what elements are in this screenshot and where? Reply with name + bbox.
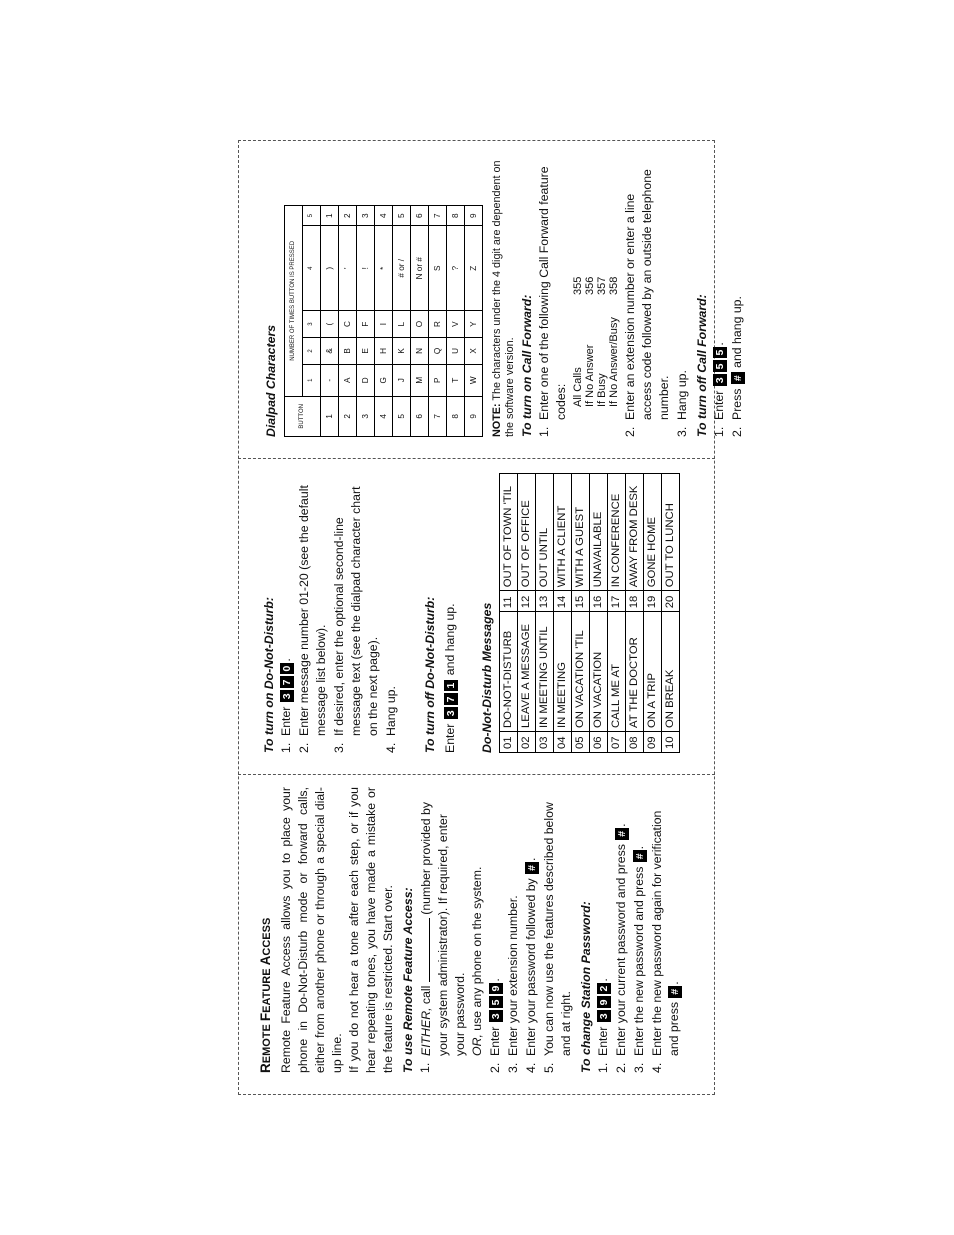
- list-item: 2. Enter 359.: [488, 978, 502, 1073]
- key-3: 3: [280, 690, 294, 702]
- table-row: [662, 474, 680, 753]
- character-cell: Z: [465, 226, 483, 311]
- key-pound: #: [615, 828, 629, 840]
- col-header-press: 4: [303, 226, 321, 311]
- character-cell: Q: [429, 338, 447, 365]
- list-item: 4. Enter your password followed by #.: [524, 857, 538, 1073]
- panel-do-not-disturb: [238, 459, 715, 775]
- message-text: ON VACATION 'TIL: [572, 612, 590, 732]
- button-number: 3: [357, 396, 375, 436]
- character-cell: I: [375, 311, 393, 338]
- character-cell: &: [321, 338, 339, 365]
- button-number: 2: [339, 396, 357, 436]
- message-text: GONE HOME: [644, 474, 662, 591]
- dialpad-heading: Dialpad Characters: [264, 324, 278, 437]
- key-2: 2: [597, 983, 611, 995]
- character-cell: M: [411, 364, 429, 396]
- character-cell: P: [429, 364, 447, 396]
- message-text: WITH A CLIENT: [554, 474, 572, 591]
- dialpad-characters-table: [284, 205, 483, 437]
- button-number: 4: [375, 396, 393, 436]
- character-cell: U: [447, 338, 465, 365]
- change-password-steps: [595, 787, 683, 1073]
- list-item: 2. Enter message number 01-20 (see the default message list below).: [297, 485, 328, 753]
- col-header-press: 5: [303, 206, 321, 226]
- rotated-content: [238, 140, 744, 1095]
- table-row: [590, 474, 608, 753]
- message-text: OUT UNTIL: [536, 474, 554, 591]
- table-row: [429, 206, 447, 437]
- character-cell: J: [393, 364, 411, 396]
- message-text: LEAVE A MESSAGE: [518, 612, 536, 732]
- code-label: If No Answer: [584, 344, 596, 407]
- warning-paragraph: If you do not hear a tone after each step, or if you hear repeating tones, you have made a mistake or the feature is restricted. Start over.: [347, 787, 395, 1073]
- list-item: 3. If desired, enter the optional second-line message text (see the dialpad character chart on the next page).: [332, 486, 380, 753]
- key-5: 5: [713, 361, 727, 373]
- message-text: DO-NOT-DISTURB: [500, 612, 518, 732]
- character-cell: D: [357, 364, 375, 396]
- message-number: 12: [518, 591, 536, 612]
- message-number: 11: [500, 591, 518, 612]
- character-cell: H: [375, 338, 393, 365]
- list-item: 1. Enter 355.: [712, 342, 726, 437]
- key-1: 1: [444, 680, 458, 692]
- list-item: 3. Hang up.: [675, 370, 689, 437]
- table-row: [411, 206, 429, 437]
- character-cell: L: [393, 311, 411, 338]
- message-text: IN MEETING: [554, 612, 572, 732]
- dnd-on-heading: To turn on Do-Not-Disturb:: [262, 597, 276, 753]
- character-cell: T: [447, 364, 465, 396]
- key-3: 3: [489, 1010, 503, 1022]
- col-header-press: 3: [303, 311, 321, 338]
- character-cell: F: [357, 311, 375, 338]
- code-label: All Calls: [572, 367, 584, 407]
- table-row: [608, 474, 626, 753]
- message-text: AT THE DOCTOR: [626, 612, 644, 732]
- message-text: OUT OF TOWN 'TIL: [500, 474, 518, 591]
- key-9: 9: [489, 983, 503, 995]
- character-cell: *: [375, 226, 393, 311]
- character-cell: 1: [321, 206, 339, 226]
- key-5: 5: [489, 997, 503, 1009]
- character-cell: R: [429, 311, 447, 338]
- message-number: 20: [662, 591, 680, 612]
- message-text: ON A TRIP: [644, 612, 662, 732]
- character-cell: E: [357, 338, 375, 365]
- table-row: [465, 206, 483, 437]
- character-cell: 2: [339, 206, 357, 226]
- use-rfa-heading: To use Remote Feature Access:: [401, 887, 415, 1073]
- cf-on-steps: [536, 153, 570, 437]
- pocket-card: [238, 140, 744, 1095]
- message-text: IN MEETING UNTIL: [536, 612, 554, 732]
- cf-on-heading: To turn on Call Forward:: [520, 294, 534, 437]
- key-pound: #: [633, 850, 647, 862]
- table-row: [357, 206, 375, 437]
- character-cell: Y: [465, 311, 483, 338]
- col-header-press: 1: [303, 364, 321, 396]
- table-row: [321, 206, 339, 437]
- message-number: 14: [554, 591, 572, 612]
- code-value: 357: [596, 276, 608, 295]
- character-cell: O: [411, 311, 429, 338]
- message-number: 05: [572, 732, 590, 753]
- code-value: 355: [572, 276, 584, 295]
- key-7: 7: [280, 677, 294, 689]
- change-password-heading: To change Station Password:: [579, 901, 593, 1073]
- key-3: 3: [597, 1010, 611, 1022]
- table-row: [572, 474, 590, 753]
- dnd-off-instruction: Enter 371 and hang up.: [443, 603, 457, 753]
- message-text: OUT OF OFFICE: [518, 474, 536, 591]
- message-number: 03: [536, 732, 554, 753]
- character-cell: !: [357, 226, 375, 311]
- character-cell: 5: [393, 206, 411, 226]
- list-item: 4. Enter the new password again for verification and press #.: [650, 810, 681, 1073]
- panel-remote-feature-access: [238, 775, 715, 1095]
- character-cell: G: [375, 364, 393, 396]
- button-number: 9: [465, 396, 483, 436]
- message-number: 04: [554, 732, 572, 753]
- list-item: 2. Enter an extension number or enter a line access code followed by an outside telephone number.: [623, 169, 671, 437]
- character-cell: -: [321, 364, 339, 396]
- list-item: 4. Hang up.: [384, 686, 398, 753]
- table-row: [554, 474, 572, 753]
- message-text: ON BREAK: [662, 612, 680, 732]
- character-cell: N or #: [411, 226, 429, 311]
- list-item: 1. Enter one of the following Call Forward feature codes:: [537, 166, 568, 437]
- key-0: 0: [280, 663, 294, 675]
- code-label: If Busy: [596, 373, 608, 407]
- code-label: If No Answer/Busy: [608, 317, 620, 407]
- col-header-button: BUTTON: [285, 396, 321, 436]
- list-item: 3. Enter your extension number.: [506, 895, 520, 1073]
- section-title: REMOTE FEATURE ACCESS: [258, 917, 273, 1073]
- table-row: [626, 474, 644, 753]
- list-item: 5. You can now use the features described below and at right.: [542, 802, 573, 1073]
- message-text: AWAY FROM DESK: [626, 474, 644, 591]
- key-pound: #: [525, 862, 539, 874]
- number-blank: [417, 918, 430, 982]
- list-item: 2. Enter your current password and press #.: [614, 823, 628, 1073]
- key-7: 7: [444, 694, 458, 706]
- character-cell: N: [411, 338, 429, 365]
- message-text: UNAVAILABLE: [590, 474, 608, 591]
- table-row: [393, 206, 411, 437]
- character-cell: K: [393, 338, 411, 365]
- table-row: [644, 474, 662, 753]
- character-cell: 3: [357, 206, 375, 226]
- button-number: 8: [447, 396, 465, 436]
- character-cell: 6: [411, 206, 429, 226]
- dnd-messages-heading: Do-Not-Disturb Messages: [480, 602, 494, 753]
- character-cell: W: [465, 364, 483, 396]
- intro-paragraph: Remote Feature Access allows you to place your phone in Do-Not-Disturb mode or forward calls, either from another phone or through a special dial-up line.: [279, 787, 344, 1073]
- call-forward-codes: [572, 153, 620, 407]
- use-rfa-steps: [417, 787, 575, 1073]
- message-number: 13: [536, 591, 554, 612]
- cf-on-steps-cont: [622, 153, 691, 437]
- key-3: 3: [444, 707, 458, 719]
- character-cell: ?: [447, 226, 465, 311]
- message-number: 10: [662, 732, 680, 753]
- key-pound: #: [731, 372, 745, 384]
- key-9: 9: [597, 997, 611, 1009]
- character-cell: ': [339, 226, 357, 311]
- table-row: [339, 206, 357, 437]
- message-number: 17: [608, 591, 626, 612]
- character-cell: 8: [447, 206, 465, 226]
- message-number: 07: [608, 732, 626, 753]
- list-item: 1. Enter 392.: [596, 978, 610, 1073]
- table-row: [500, 474, 518, 753]
- message-number: 16: [590, 591, 608, 612]
- character-cell: 9: [465, 206, 483, 226]
- col-header-times: NUMBER OF TIMES BUTTON IS PRESSED: [285, 206, 303, 397]
- col-header-press: 2: [303, 338, 321, 365]
- character-cell: B: [339, 338, 357, 365]
- message-text: CALL ME AT: [608, 612, 626, 732]
- list-item: 1. Enter 370.: [279, 658, 293, 753]
- message-number: 02: [518, 732, 536, 753]
- character-cell: S: [429, 226, 447, 311]
- character-cell: ): [321, 226, 339, 311]
- key-5: 5: [713, 347, 727, 359]
- message-number: 08: [626, 732, 644, 753]
- note: NOTE: The characters under the 4 digit are dependent on the software version.: [491, 160, 516, 437]
- character-cell: V: [447, 311, 465, 338]
- character-cell: 7: [429, 206, 447, 226]
- code-value: 358: [608, 276, 620, 295]
- table-row: [375, 206, 393, 437]
- message-number: 15: [572, 591, 590, 612]
- cf-off-steps: [711, 153, 746, 437]
- character-cell: # or /: [393, 226, 411, 311]
- message-number: 09: [644, 732, 662, 753]
- dnd-messages-table: [499, 473, 680, 753]
- key-3: 3: [713, 374, 727, 386]
- list-item: 1. EITHER, call (number provided by your system administrator). If required, enter your password. OR, use any phone on the system.: [418, 801, 484, 1073]
- table-row: [518, 474, 536, 753]
- panel-dialpad-call-forward: [238, 141, 744, 459]
- key-pound: #: [668, 986, 682, 998]
- character-cell: 4: [375, 206, 393, 226]
- list-item: 2. Press # and hang up.: [730, 296, 744, 437]
- cf-off-heading: To turn off Call Forward:: [695, 294, 709, 437]
- dnd-off-heading: To turn off Do-Not-Disturb:: [423, 596, 437, 753]
- button-number: 1: [321, 396, 339, 436]
- message-number: 19: [644, 591, 662, 612]
- character-cell: X: [465, 338, 483, 365]
- dnd-on-steps: [278, 471, 400, 753]
- character-cell: C: [339, 311, 357, 338]
- button-number: 5: [393, 396, 411, 436]
- character-cell: A: [339, 364, 357, 396]
- button-number: 7: [429, 396, 447, 436]
- list-item: 3. Enter the new password and press #.: [632, 845, 646, 1073]
- character-cell: (: [321, 311, 339, 338]
- message-text: WITH A GUEST: [572, 474, 590, 591]
- message-text: IN CONFERENCE: [608, 474, 626, 591]
- code-value: 356: [584, 276, 596, 295]
- message-number: 18: [626, 591, 644, 612]
- message-text: OUT TO LUNCH: [662, 474, 680, 591]
- message-number: 06: [590, 732, 608, 753]
- table-row: [447, 206, 465, 437]
- button-number: 6: [411, 396, 429, 436]
- message-number: 01: [500, 732, 518, 753]
- table-row: [536, 474, 554, 753]
- message-text: ON VACATION: [590, 612, 608, 732]
